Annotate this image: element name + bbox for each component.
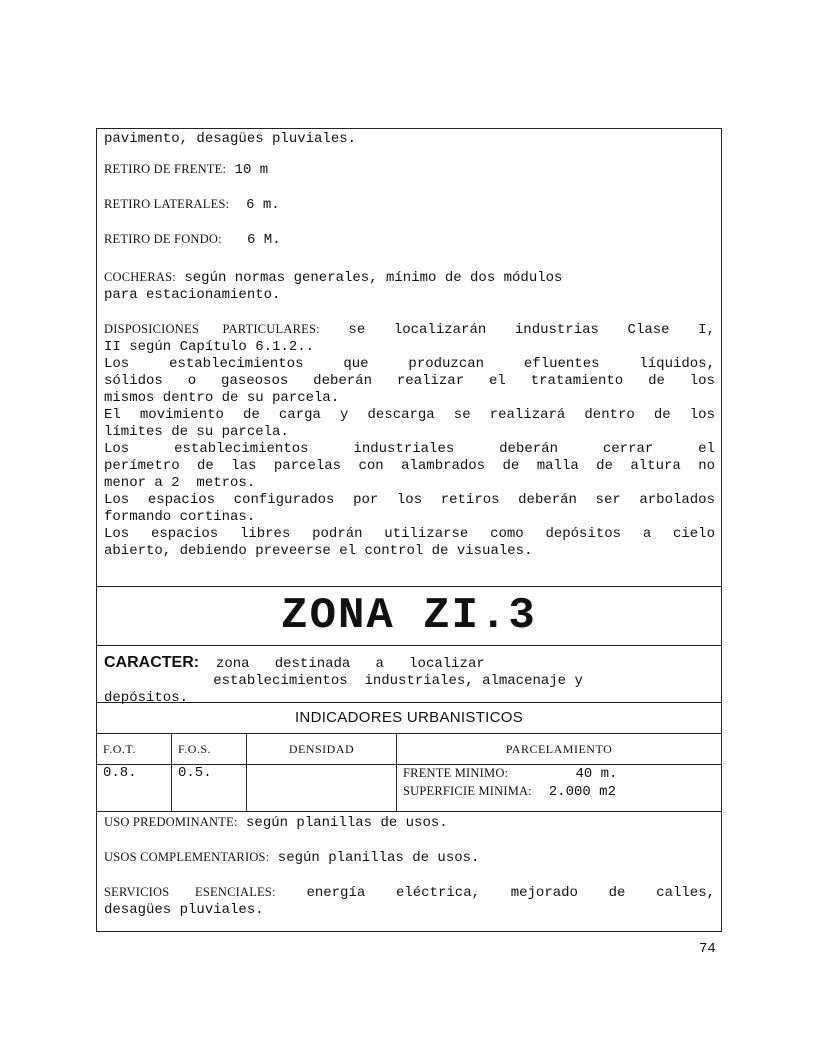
zona-title: ZONA ZI.3: [97, 587, 721, 646]
table-header-row: [97, 734, 721, 765]
retiro-fondo: [104, 231, 715, 249]
document-frame: [96, 128, 722, 932]
superficie-minima-value: 2.000 m2: [531, 784, 616, 800]
cocheras-text: según normas generales, mínimo de dos módulos: [175, 270, 563, 286]
header-densidad: DENSIDAD: [247, 734, 397, 765]
caracter-section: [97, 646, 721, 706]
disposiciones-line-1: [104, 321, 715, 339]
disposiciones-line: Los establecimientos industriales deberán cerrar el: [104, 441, 715, 457]
fot-value: 0.8.: [103, 765, 137, 781]
indicadores-table: [97, 733, 721, 812]
servicios-esenciales-value: energía eléctrica, mejorado de calles,: [275, 885, 715, 901]
usos-complementarios: [104, 849, 715, 867]
cocheras-line-1: [104, 269, 715, 287]
disposiciones-line: El movimiento de carga y descarga se realizará dentro de los: [104, 407, 715, 423]
disposiciones-line: menor a 2 metros.: [104, 475, 256, 491]
cocheras-line-2: para estacionamiento.: [104, 287, 281, 303]
disposiciones-line: sólidos o gaseosos deberán realizar el tratamiento de los: [104, 373, 715, 389]
servicios-esenciales: [104, 884, 715, 902]
usos-section: [97, 812, 721, 932]
disposiciones-line: perímetro de las parcelas con alambrados de malla de altura no: [104, 458, 715, 474]
superficie-minima: [403, 783, 715, 801]
retiros-section: [97, 128, 721, 587]
fos-value: 0.5.: [178, 765, 212, 781]
disposiciones-line: Los espacios libres podrán utilizarse como depósitos a cielo: [104, 526, 715, 542]
retiro-laterales: [104, 196, 715, 214]
caracter-text-1: zona destinada a localizar: [199, 656, 485, 672]
disposiciones-line: abierto, debiendo preveerse el control de visuales.: [104, 543, 533, 559]
retiro-frente: [104, 161, 715, 179]
frente-minimo-value: 40 m.: [508, 766, 618, 782]
frente-minimo-label: FRENTE MINIMO:: [403, 766, 509, 780]
indicadores-title: INDICADORES URBANISTICOS: [294, 709, 524, 726]
usos-complementarios-label: USOS COMPLEMENTARIOS:: [104, 850, 270, 864]
table-row: [97, 765, 721, 812]
caracter-line-2: establecimientos industriales, almacenaje y: [104, 673, 583, 689]
disposiciones-line: límites de su parcela.: [104, 424, 289, 440]
retiro-frente-value: 10 m: [226, 162, 269, 178]
retiro-laterales-label: RETIRO LATERALES:: [104, 197, 230, 211]
disposiciones-line: mismos dentro de su parcela.: [104, 390, 340, 406]
caracter-label: CARACTER:: [104, 654, 200, 671]
disposiciones-line: Los establecimientos que produzcan efluentes líquidos,: [104, 356, 715, 372]
caracter-line-3: depósitos.: [104, 690, 189, 706]
servicios-esenciales-label: SERVICIOS ESENCIALES:: [104, 885, 276, 899]
intro-text: pavimento, desagües pluviales.: [104, 131, 357, 147]
header-fot: F.O.T.: [97, 734, 172, 765]
superficie-minima-label: SUPERFICIE MINIMA:: [403, 784, 532, 798]
disposiciones-line: Los espacios configurados por los retiros deberán ser arbolados: [104, 492, 715, 508]
frente-minimo: [403, 765, 715, 783]
disposiciones-line: formando cortinas.: [104, 509, 256, 525]
uso-predominante-label: USO PREDOMINANTE:: [104, 815, 238, 829]
caracter-line-1: [104, 654, 715, 673]
usos-complementarios-value: según planillas de usos.: [269, 850, 480, 866]
header-fos: F.O.S.: [172, 734, 247, 765]
disposiciones-label: DISPOSICIONES PARTICULARES:: [104, 322, 320, 336]
uso-predominante: [104, 814, 715, 832]
servicios-esenciales-line-2: desagües pluviales.: [104, 902, 264, 918]
retiro-frente-label: RETIRO DE FRENTE:: [104, 162, 227, 176]
cocheras-label: COCHERAS:: [104, 270, 176, 284]
header-parcelamiento: PARCELAMIENTO: [397, 734, 722, 765]
disposiciones-line: II según Capítulo 6.1.2..: [104, 339, 315, 355]
uso-predominante-value: según planillas de usos.: [237, 815, 448, 831]
retiro-fondo-label: RETIRO DE FONDO:: [104, 232, 222, 246]
retiro-fondo-value: 6 M.: [221, 232, 281, 248]
page-number: 74: [699, 941, 716, 957]
retiro-laterales-value: 6 m.: [229, 197, 280, 213]
disposiciones-text: se localizarán industrias Clase I,: [319, 322, 715, 338]
